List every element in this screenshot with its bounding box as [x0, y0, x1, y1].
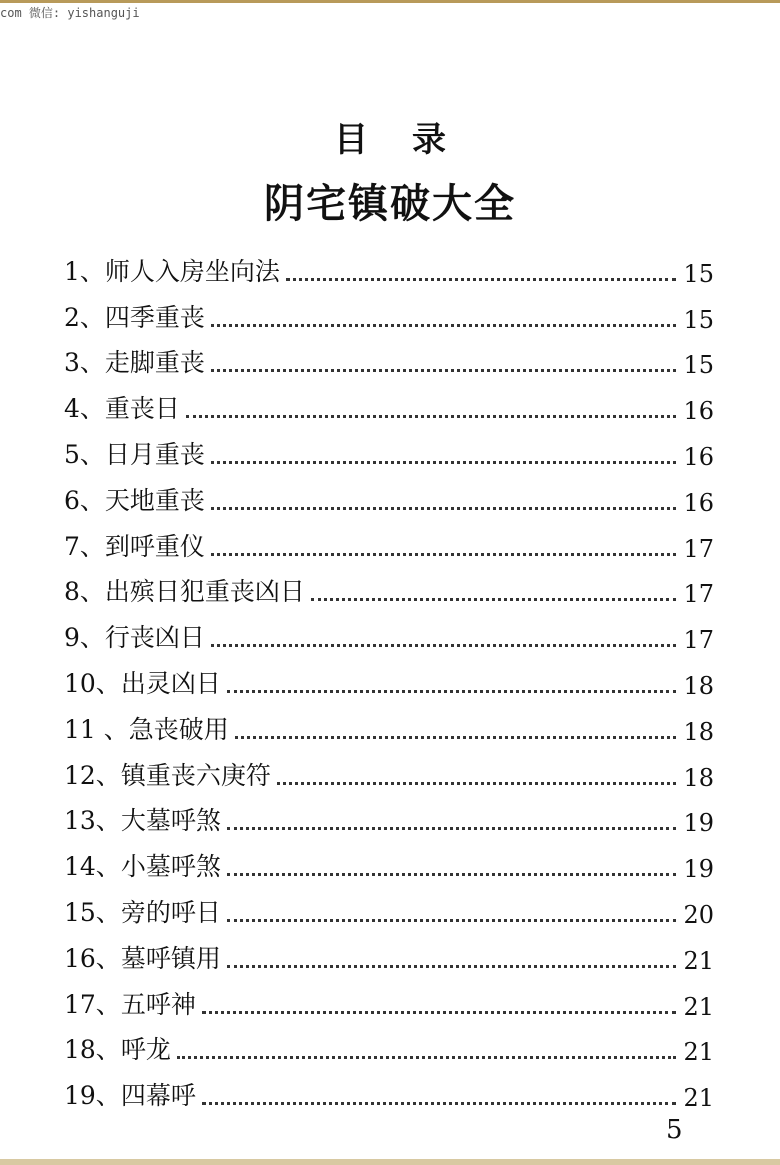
dot-leader [235, 736, 676, 739]
dot-leader [311, 598, 676, 601]
entry-page: 18 [683, 671, 714, 700]
toc-entry [64, 975, 714, 1021]
dot-leader [211, 507, 676, 510]
entry-title: 到呼重仪 [104, 531, 205, 561]
entry-title: 天地重丧 [104, 485, 205, 515]
entry-title: 墓呼镇用 [120, 943, 221, 973]
toc-entry [64, 792, 714, 838]
entry-page: 15 [683, 351, 714, 380]
book-title: 阴宅镇破大全 [264, 180, 516, 227]
toc-entry [64, 654, 714, 700]
entry-title: 日月重丧 [104, 439, 205, 469]
dot-leader [211, 461, 676, 464]
entry-page: 18 [683, 763, 714, 792]
entry-page: 16 [683, 488, 714, 517]
entry-number: 3、 [64, 348, 105, 378]
entry-number: 8、 [64, 577, 105, 607]
entry-number: 18、 [64, 1035, 121, 1065]
toc-entry [64, 517, 714, 563]
dot-leader [177, 1056, 676, 1059]
entry-title: 呼龙 [120, 1035, 171, 1065]
entry-page: 17 [683, 580, 714, 609]
entry-number: 14、 [64, 852, 121, 882]
entry-title: 急丧破用 [128, 714, 229, 744]
dot-leader [227, 827, 676, 830]
toc-entry [64, 883, 714, 929]
dot-leader [277, 782, 676, 785]
entry-page: 21 [683, 1084, 714, 1113]
entry-number: 13、 [64, 806, 121, 836]
toc-entry [64, 700, 714, 746]
toc-entry [64, 746, 714, 792]
entry-number: 4、 [64, 394, 105, 424]
toc-entry [64, 334, 714, 380]
entry-title: 出殡日犯重丧凶日 [104, 577, 305, 607]
entry-number: 11 、 [64, 714, 129, 744]
toc-entry [64, 608, 714, 654]
entry-page: 16 [683, 397, 714, 426]
watermark-text: com 微信: yishanguji [0, 6, 140, 20]
page-number: 5 [666, 1115, 683, 1145]
toc-entry [64, 379, 714, 425]
toc-entry [64, 563, 714, 609]
entry-title: 大墓呼煞 [120, 806, 221, 836]
entry-title: 四季重丧 [104, 302, 205, 332]
top-border [0, 0, 780, 3]
entry-number: 6、 [64, 485, 105, 515]
entry-page: 21 [683, 992, 714, 1021]
entry-title: 重丧日 [104, 394, 180, 424]
entry-title: 师人入房坐向法 [104, 256, 280, 286]
toc-entry [64, 425, 714, 471]
entry-number: 7、 [64, 531, 105, 561]
entry-page: 15 [683, 305, 714, 334]
entry-number: 15、 [64, 897, 121, 927]
entry-number: 2、 [64, 302, 105, 332]
toc-entry [64, 1066, 714, 1112]
entry-title: 走脚重丧 [104, 348, 205, 378]
toc-entry [64, 1021, 714, 1067]
entry-title: 镇重丧六庚符 [120, 760, 271, 790]
entry-number: 17、 [64, 989, 121, 1019]
entry-page: 16 [683, 442, 714, 471]
entry-title: 五呼神 [120, 989, 196, 1019]
entry-title: 小墓呼煞 [120, 852, 221, 882]
bottom-border [0, 1159, 780, 1165]
entry-title: 旁的呼日 [120, 897, 221, 927]
dot-leader [211, 369, 676, 372]
dot-leader [286, 278, 676, 281]
entry-number: 12、 [64, 760, 121, 790]
entry-page: 19 [683, 809, 714, 838]
entry-page: 18 [683, 717, 714, 746]
entry-page: 21 [683, 946, 714, 975]
toc-entry [64, 471, 714, 517]
dot-leader [186, 415, 676, 418]
entry-number: 16、 [64, 943, 121, 973]
dot-leader [202, 1011, 676, 1014]
entry-number: 5、 [64, 439, 105, 469]
toc-entry [64, 288, 714, 334]
toc-entry [64, 242, 714, 288]
dot-leader [202, 1102, 676, 1105]
table-of-contents [64, 242, 714, 1112]
entry-title: 四幕呼 [120, 1081, 196, 1111]
toc-entry [64, 837, 714, 883]
dot-leader [211, 324, 676, 327]
entry-number: 10、 [64, 668, 121, 698]
dot-leader [227, 965, 676, 968]
entry-number: 1、 [64, 256, 105, 286]
entry-number: 19、 [64, 1081, 121, 1111]
entry-page: 21 [683, 1038, 714, 1067]
dot-leader [227, 873, 676, 876]
entry-page: 20 [683, 900, 714, 929]
entry-page: 17 [683, 626, 714, 655]
dot-leader [211, 553, 676, 556]
dot-leader [211, 644, 676, 647]
toc-entry [64, 929, 714, 975]
entry-number: 9、 [64, 623, 105, 653]
dot-leader [227, 690, 676, 693]
toc-heading: 目录 [334, 120, 490, 160]
dot-leader [227, 919, 676, 922]
entry-page: 19 [683, 855, 714, 884]
entry-page: 15 [683, 259, 714, 288]
entry-title: 出灵凶日 [120, 668, 221, 698]
entry-page: 17 [683, 534, 714, 563]
entry-title: 行丧凶日 [104, 623, 205, 653]
